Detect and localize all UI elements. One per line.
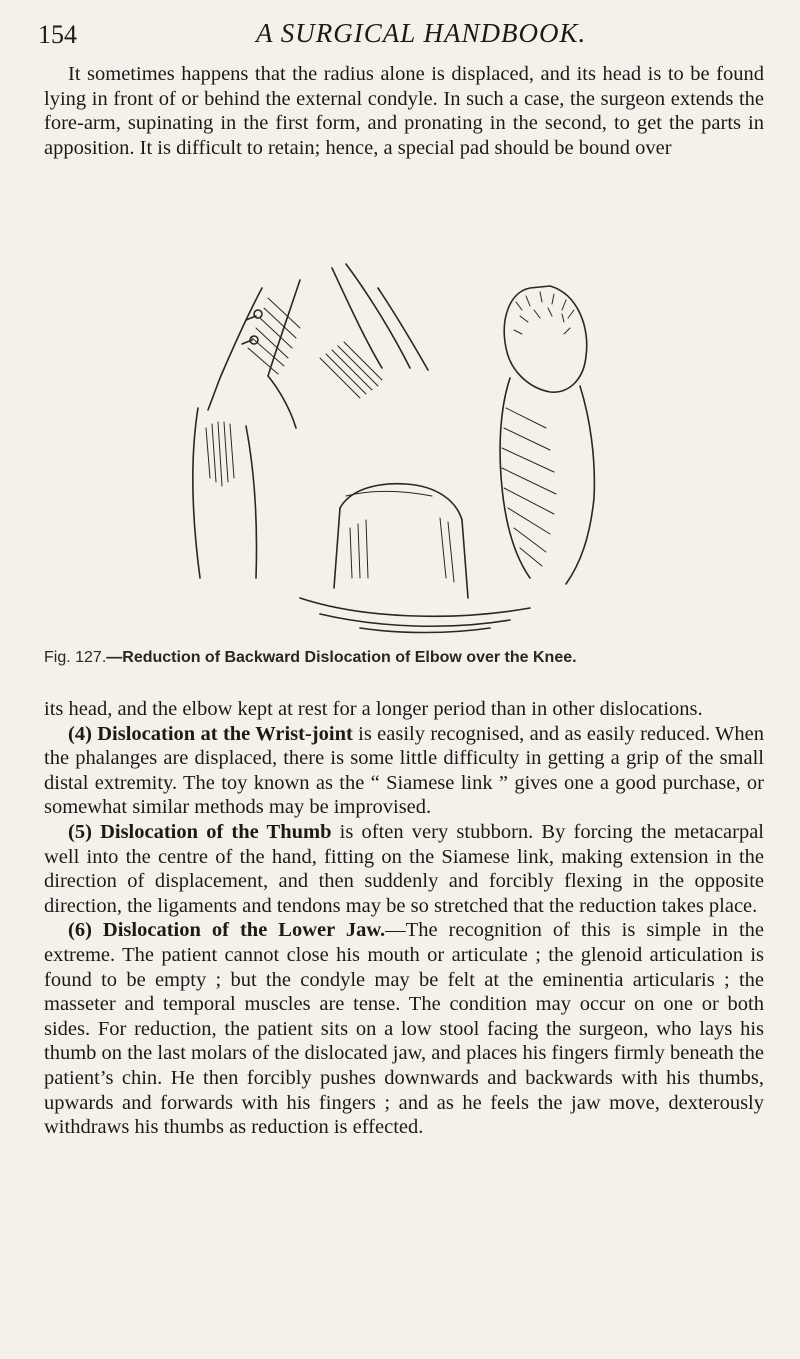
section-body: is easily recognised, and as easily reduced. When the phalanges are displaced, there is some little difficulty in getting a grip of the small distal extremity. The toy known as the “ Siamese link ” gives one a good purchase, or somewhat similar methods may be improvised. bbox=[44, 722, 765, 819]
section-thumb bbox=[44, 820, 764, 918]
bottom-text-block bbox=[44, 697, 764, 1140]
figure-illustration bbox=[150, 258, 660, 636]
page-number: 154 bbox=[38, 20, 77, 49]
section-body: is often very stubborn. By forcing the metacarpal well into the centre of the hand, fitting on the Siamese link, making extension in the direction of displacement, and then suddenly and forcibly flexing in the opposite direction, the ligaments and tendons may be so stretched that the reduction takes place. bbox=[44, 820, 765, 917]
section-wrist-joint bbox=[44, 722, 764, 820]
section-heading: Dislocation of the Thumb bbox=[100, 820, 332, 843]
top-text-block bbox=[44, 62, 764, 160]
continuation-paragraph: its head, and the elbow kept at rest for a longer period than in other dislocations. bbox=[44, 698, 703, 720]
section-lower-jaw bbox=[44, 918, 764, 1139]
figure-caption bbox=[44, 649, 764, 667]
section-heading: Dislocation of the Lower Jaw. bbox=[102, 919, 386, 942]
elbow-reduction-illustration-icon bbox=[193, 264, 594, 633]
caption-number: Fig. 127. bbox=[44, 649, 107, 666]
section-number: (4) bbox=[68, 722, 92, 745]
top-paragraph: It sometimes happens that the radius alone is displaced, and its head is to be found lying in front of or behind the external condyle. In such a case, the surgeon extends the fore-arm, supinating in the first form, and pronating in the second, to get the parts in apposition. It is difficult to retain; hence, a special pad should be bound over bbox=[44, 63, 764, 159]
page-header bbox=[38, 14, 778, 54]
section-body: —The recognition of this is simple in the extreme. The patient cannot close his mouth or articulate ; the glenoid articulation is found to be empty ; but the condyle may be felt at the eminentia articularis ; the masseter and temporal muscles are tense. The condition may occur on one or both sides. For reduction, the patient sits on a low stool facing the surgeon, who lays his thumb on the last molars of the dislocated jaw, and places his fingers firmly beneath the patient’s chin. He then forcibly pushes downwards and backwards with his thumbs, upwards and forwards with his fingers ; and as he feels the jaw move, dexterously withdraws his thumbs as reduction is effected. bbox=[44, 919, 764, 1139]
running-head: A SURGICAL HANDBOOK. bbox=[256, 18, 587, 48]
section-number: (5) bbox=[68, 820, 92, 843]
caption-text: —Reduction of Backward Dislocation of Elbow over the Knee. bbox=[106, 649, 577, 666]
section-heading: Dislocation at the Wrist-joint bbox=[97, 722, 353, 745]
section-number: (6) bbox=[68, 919, 92, 942]
